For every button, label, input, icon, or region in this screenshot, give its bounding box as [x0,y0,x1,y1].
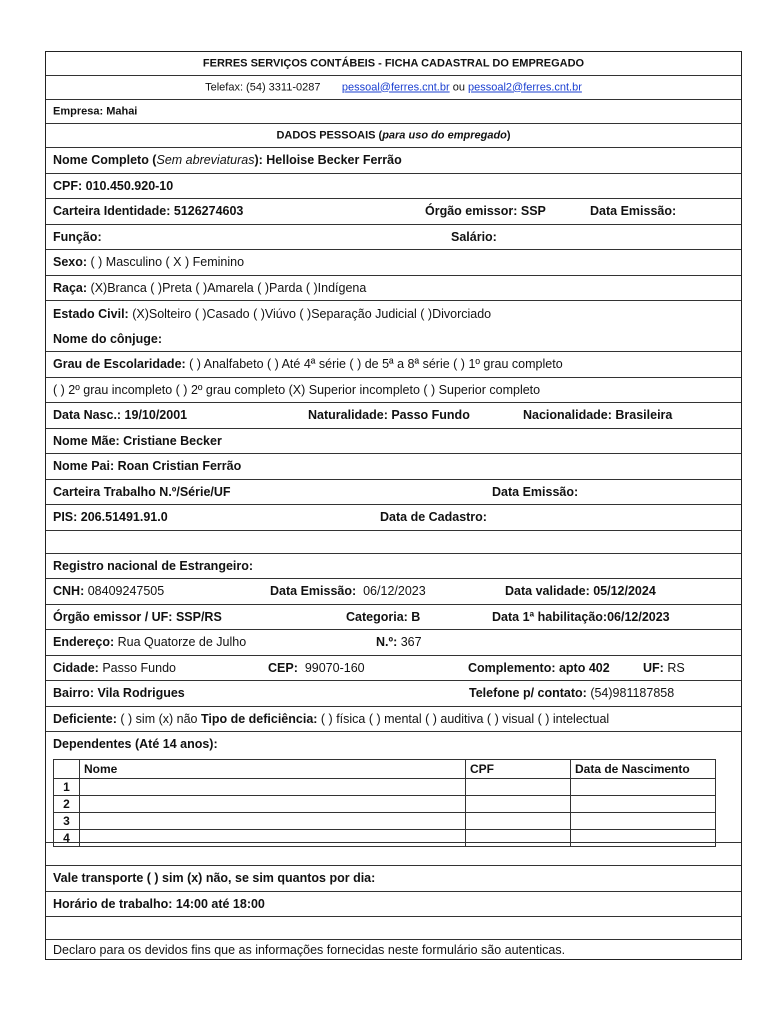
cnh-expiry-field: Data validade: 05/12/2024 [505,584,656,598]
table-row [54,796,716,813]
contact-row [46,76,741,100]
mother-name-field: Nome Mãe: Cristiane Becker [53,433,222,448]
foreigner-row [46,554,741,580]
dependent-cpf-cell[interactable] [466,813,571,830]
education-field: Grau de Escolaridade: ( ) Analfabeto ( ) Até 4ª série ( ) de 5ª a 8ª série ( ) 1º grau completo [53,357,563,371]
birth-row [46,403,741,429]
section-title-row [46,124,741,148]
email-link-1[interactable]: pessoal@ferres.cnt.br [341,81,450,93]
role-field: Função: [53,229,102,244]
cpf-row [46,174,741,200]
dependent-cpf-cell[interactable] [466,779,571,796]
address-field: Endereço: Rua Quatorze de Julho [53,635,247,649]
work-card-field: Carteira Trabalho N.º/Série/UF [53,484,231,499]
marital-status-row [46,301,741,327]
pis-field: PIS: 206.51491.91.0 [53,510,168,524]
registration-date-field: Data de Cadastro: [380,510,487,524]
email-link-2[interactable]: pessoal2@ferres.cnt.br [468,81,582,93]
phone-field: Telefone p/ contato: (54)981187858 [469,686,675,700]
email-or: ou [452,81,465,93]
full-name-field: Nome Completo (Sem abreviaturas): Helloise Becker Ferrão [53,153,402,167]
race-field: Raça: (X)Branca ( )Preta ( )Amarela ( )Parda ( )Indígena [53,280,367,295]
address-row [46,630,741,656]
dependent-name-cell[interactable] [80,813,466,830]
dependents-birth-header: Data de Nascimento [571,760,716,779]
transport-voucher-field: Vale transporte ( ) sim (x) não, se sim quantos por dia: [53,871,376,885]
work-hours-row [46,892,741,918]
dependents-section [46,732,741,843]
first-license-date-field: Data 1ª habilitação:06/12/2023 [492,609,670,624]
salary-field: Salário: [451,229,497,244]
neighborhood-row [46,681,741,707]
company-name: Empresa: Mahai [53,105,138,117]
mother-row [46,429,741,455]
address-number-field: N.º: 367 [376,635,422,649]
dependent-name-cell[interactable] [80,779,466,796]
zip-field: CEP: 99070-160 [268,660,365,675]
spouse-row [46,327,741,353]
father-name-field: Nome Pai: Roan Cristian Ferrão [53,459,242,473]
telefax: Telefax: (54) 3311-0287 [205,81,321,93]
dependent-birth-cell[interactable] [571,813,716,830]
identity-field: Carteira Identidade: 5126274603 [53,204,244,218]
cpf-field: CPF: 010.450.920-10 [53,178,174,193]
cnh-issue-date-field: Data Emissão: 06/12/2023 [270,584,426,598]
transport-row [46,866,741,892]
row-number: 2 [54,796,80,813]
dependents-table [53,759,716,847]
dependents-index-header [54,760,80,779]
declaration-row [46,940,741,959]
sex-row [46,250,741,276]
spouse-field: Nome do cônjuge: [53,331,163,346]
employee-registration-form [45,51,742,960]
section-title: DADOS PESSOAIS (para uso do empregado) [276,129,511,141]
table-row [54,779,716,796]
dependent-birth-cell[interactable] [571,796,716,813]
cnh-category-field: Categoria: B [346,609,421,624]
company-row [46,100,741,124]
role-row [46,225,741,251]
education-row-2 [46,378,741,404]
blank-row-1 [46,531,741,554]
state-field: UF: RS [643,660,685,675]
foreigner-registry-field: Registro nacional de Estrangeiro: [53,558,254,573]
marital-status-field: Estado Civil: (X)Solteiro ( )Casado ( )Viúvo ( )Separação Judicial ( )Divorciado [53,306,492,321]
row-number: 4 [54,830,80,847]
form-title: FERRES SERVIÇOS CONTÁBEIS - FICHA CADASTRAL DO EMPREGADO [202,57,585,69]
birthplace-field: Naturalidade: Passo Fundo [308,408,470,422]
contact-line [46,82,741,93]
table-row [54,813,716,830]
education-row [46,352,741,378]
form-title-row [46,52,741,76]
work-card-row [46,480,741,506]
dependents-header [46,732,741,756]
cnh-issuer-field: Órgão emissor / UF: SSP/RS [53,609,222,624]
identity-issue-date-field: Data Emissão: [590,204,677,218]
blank-row-3 [46,917,741,940]
work-card-issue-date-field: Data Emissão: [492,484,579,499]
complement-field: Complemento: apto 402 [468,660,610,675]
neighborhood-field: Bairro: Vila Rodrigues [53,686,185,700]
dependents-name-header: Nome [80,760,466,779]
sex-field: Sexo: ( ) Masculino ( X ) Feminino [53,255,245,269]
city-row [46,656,741,682]
city-field: Cidade: Passo Fundo [53,660,176,675]
issuer-field: Órgão emissor: SSP [425,204,546,218]
dependents-cpf-header: CPF [466,760,571,779]
education-field-2: ( ) 2º grau incompleto ( ) 2º grau completo (X) Superior incompleto ( ) Superior completo [53,382,541,397]
identity-row [46,199,741,225]
full-name-row [46,148,741,174]
dependent-cpf-cell[interactable] [466,796,571,813]
dependents-table-header [54,760,716,779]
declaration-text: Declaro para os devidos fins que as informações fornecidas neste formulário são autenticas. [53,942,566,957]
dependent-name-cell[interactable] [80,796,466,813]
birth-date-field: Data Nasc.: 19/10/2001 [53,408,188,422]
nationality-field: Nacionalidade: Brasileira [523,408,673,422]
pis-row [46,505,741,531]
cnh-row [46,579,741,605]
disability-row [46,707,741,733]
cnh-issuer-row [46,605,741,631]
work-hours-field: Horário de trabalho: 14:00 até 18:00 [53,896,265,911]
race-row [46,276,741,302]
dependent-birth-cell[interactable] [571,779,716,796]
disability-field: Deficiente: ( ) sim (x) não Tipo de deficiência: ( ) física ( ) mental ( ) auditiva ( ) visual ( ) intelectual [53,711,610,726]
dependents-label: Dependentes (Até 14 anos): [53,737,218,751]
father-row [46,454,741,480]
row-number: 1 [54,779,80,796]
blank-row-2 [46,843,741,866]
row-number: 3 [54,813,80,830]
cnh-field: CNH: 08409247505 [53,584,165,598]
